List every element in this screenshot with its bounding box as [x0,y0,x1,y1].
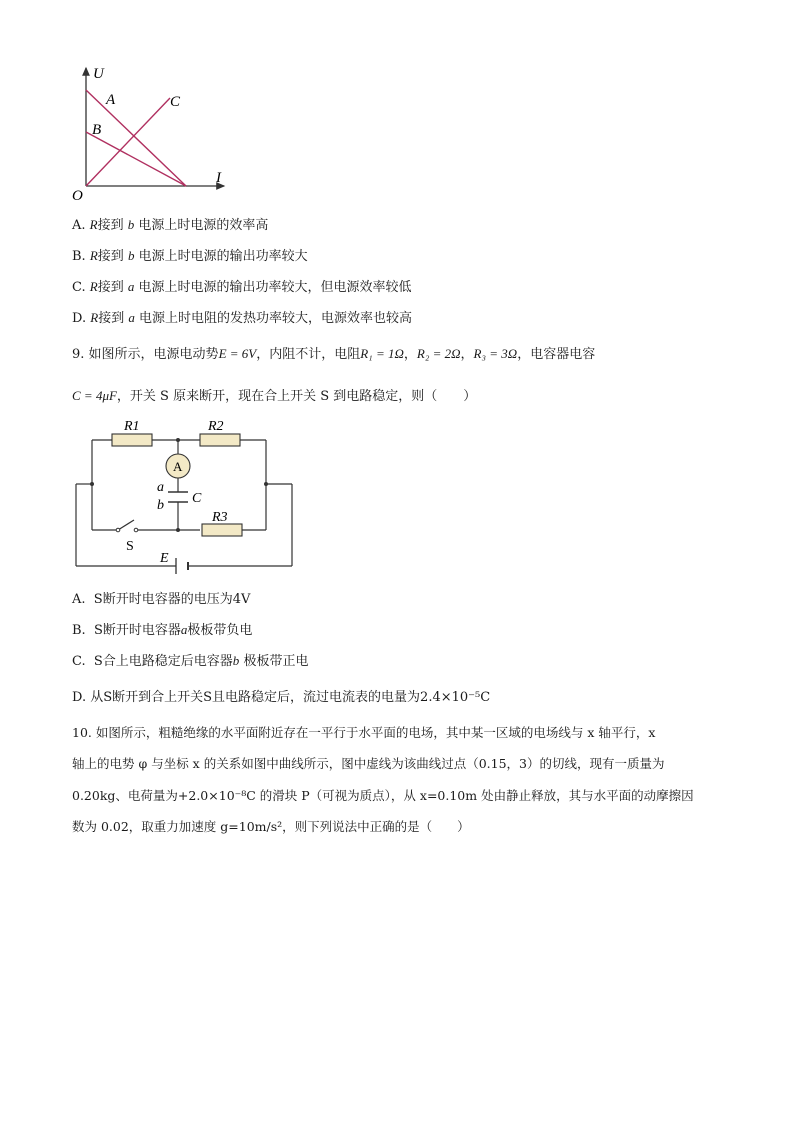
q10-line4: 数为 0.02，取重力加速度 g=10m/s²，则下列说法中正确的是（ ） [72,819,470,834]
line-c-label: C [170,94,181,110]
label-plate-a: a [157,480,164,495]
resistor-r2 [200,434,240,446]
junction-dot [90,482,94,486]
q9-option-d: D. 从S断开到合上开关S且电路稳定后，流过电流表的电量为2.4×10⁻⁵C [72,690,491,705]
q10-line3: 0.20kg、电荷量为+2.0×10⁻⁸C 的滑块 P（可视为质点），从 x=0.10m 处由静止释放，其与水平面的动摩擦因 [72,788,694,803]
line-b-label: B [92,122,102,138]
line-b [86,132,186,186]
q9-stem-line1: 9. 如图所示，电源电动势E = 6V，内阻不计，电阻R₁ = 1Ω，R₂ = 2Ω，R₃ = 3Ω，电容器电容 [72,346,596,362]
label-capacitor: C [192,491,202,506]
resistor-r1 [112,434,152,446]
label-plate-b: b [157,498,164,513]
q8-option-d: D. R接到 a 电源上时电阻的发热功率较大，电源效率也较高 [72,310,412,326]
junction-dot [176,438,180,442]
label-r1: R1 [124,419,140,434]
origin-label: O [72,188,83,202]
q9-stem-line2: C = 4μF，开关 S 原来断开，现在合上开关 S 到电路稳定，则（ ） [72,388,477,404]
q10-line1: 10. 如图所示，粗糙绝缘的水平面附近存在一平行于水平面的电场，其中某一区域的电场线与 x 轴平行，x [72,725,656,740]
label-battery: E [160,551,169,566]
switch-blade [118,520,134,530]
u-axis-label: U [93,66,104,82]
label-switch: S [126,539,134,554]
circuit-diagram [70,412,300,580]
label-r2: R2 [208,419,224,434]
u-i-graph [66,62,236,202]
i-axis-label: I [216,170,221,186]
resistor-r3 [202,524,242,536]
q8-option-c: C. R接到 a 电源上时电源的输出功率较大，但电源效率较低 [72,279,412,295]
label-r3: R3 [212,510,228,525]
line-c [86,98,170,186]
q9-option-b: B. S断开时电容器a极板带负电 [72,622,253,638]
junction-dot [264,482,268,486]
switch-contact [116,528,120,532]
q10-line2: 轴上的电势 φ 与坐标 x 的关系如图中曲线所示，图中虚线为该曲线过点（0.15，3）的切线，现有一质量为 [72,756,665,771]
q9-option-c: C. S合上电路稳定后电容器b 极板带正电 [72,653,309,669]
q8-option-b: B. R接到 b 电源上时电源的输出功率较大 [72,248,308,264]
q8-option-a: A. R接到 b 电源上时电源的效率高 [72,217,269,233]
label-ammeter: A [173,459,183,474]
q9-option-a: A. S断开时电容器的电压为4V [72,592,251,607]
line-a-label: A [106,92,116,108]
junction-dot [176,528,180,532]
